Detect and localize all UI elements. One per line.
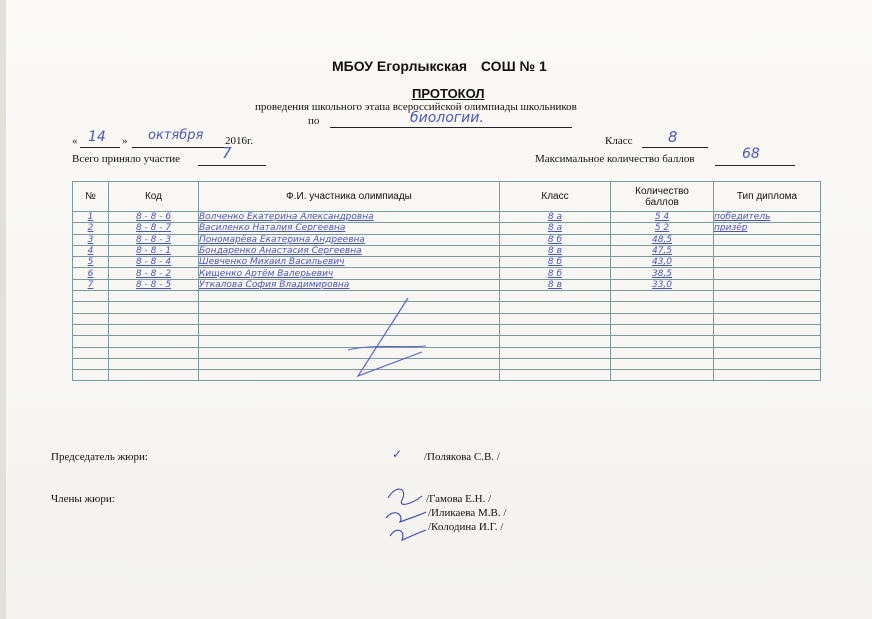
- empty-cell: [611, 302, 714, 313]
- empty-cell: [611, 347, 714, 358]
- empty-row: [73, 347, 821, 358]
- participants-label: Всего приняло участие: [72, 153, 181, 165]
- cell-code: 8 - 8 - 7: [109, 223, 199, 234]
- cell-cls: 8 в: [500, 245, 611, 256]
- empty-cell: [109, 370, 199, 381]
- date-month: октября: [148, 128, 204, 143]
- col-header-name: Ф.И. участника олимпиады: [199, 182, 500, 212]
- empty-cell: [500, 313, 611, 324]
- members-label: Члены жюри:: [51, 493, 115, 505]
- cell-cls: 8 б: [500, 234, 611, 245]
- cell-diploma: [714, 234, 821, 245]
- table-row: [73, 212, 821, 223]
- empty-cell: [714, 358, 821, 369]
- empty-cell: [500, 302, 611, 313]
- cell-score: 5 4: [611, 212, 714, 223]
- cell-no: 7: [73, 279, 109, 290]
- empty-cell: [109, 313, 199, 324]
- page-edge: [0, 0, 6, 619]
- school-number: СОШ № 1: [480, 58, 547, 74]
- empty-cell: [714, 291, 821, 302]
- cell-code: 8 - 8 - 6: [109, 212, 199, 223]
- cell-no: 1: [73, 212, 109, 223]
- month-line: [132, 147, 224, 148]
- empty-row: [73, 324, 821, 335]
- col-header-code: Код: [109, 182, 199, 212]
- empty-cell: [714, 313, 821, 324]
- empty-cell: [714, 370, 821, 381]
- empty-cell: [109, 302, 199, 313]
- cell-no: 3: [73, 234, 109, 245]
- school-name-text: МБОУ Егорлыкская: [332, 58, 468, 74]
- cell-cls: 8 б: [500, 268, 611, 279]
- quote-open: «: [72, 135, 78, 147]
- max-score-value: 68: [742, 146, 760, 162]
- empty-cell: [500, 358, 611, 369]
- empty-cell: [500, 336, 611, 347]
- cell-no: 4: [73, 245, 109, 256]
- cell-score: 47,5: [611, 245, 714, 256]
- empty-cell: [109, 347, 199, 358]
- cell-diploma: [714, 268, 821, 279]
- empty-cell: [73, 302, 109, 313]
- empty-row: [73, 302, 821, 313]
- quote-close: »: [122, 135, 128, 147]
- cell-no: 2: [73, 223, 109, 234]
- empty-cell: [500, 370, 611, 381]
- max-score-label: Максимальное количество баллов: [535, 153, 695, 165]
- empty-cell: [714, 347, 821, 358]
- empty-row: [73, 370, 821, 381]
- subject-prefix: по: [308, 115, 320, 127]
- empty-cell: [611, 324, 714, 335]
- empty-cell: [73, 324, 109, 335]
- cell-name: Шевченко Михаил Васильевич: [199, 257, 500, 268]
- member-1-name: /Гамова Е.Н. /: [426, 493, 492, 505]
- empty-cell: [73, 358, 109, 369]
- cell-score: 43,0: [611, 257, 714, 268]
- col-header-score: Количество баллов: [611, 182, 714, 212]
- cell-cls: 8 а: [500, 212, 611, 223]
- date-day: 14: [88, 129, 106, 145]
- col-header-number: №: [73, 182, 109, 212]
- results-table: [72, 181, 821, 381]
- empty-row: [73, 336, 821, 347]
- cell-code: 8 - 8 - 1: [109, 245, 199, 256]
- chair-label: Председатель жюри:: [51, 451, 148, 463]
- col-header-class: Класс: [500, 182, 611, 212]
- cell-code: 8 - 8 - 2: [109, 268, 199, 279]
- class-label: Класс: [605, 135, 633, 147]
- cell-diploma: победитель: [714, 212, 821, 223]
- cancel-scribble: [330, 290, 440, 385]
- date-year: 2016г.: [225, 135, 254, 147]
- cell-name: Василенко Наталия Сергеевна: [199, 223, 500, 234]
- cell-no: 6: [73, 268, 109, 279]
- empty-row: [73, 358, 821, 369]
- empty-cell: [611, 313, 714, 324]
- cell-name: Бондаренко Анастасия Сергеевна: [199, 245, 500, 256]
- cell-diploma: призёр: [714, 223, 821, 234]
- col-header-diploma: Тип диплома: [714, 182, 821, 212]
- cell-diploma: [714, 245, 821, 256]
- max-score-line: [715, 165, 795, 166]
- cell-code: 8 - 8 - 4: [109, 257, 199, 268]
- cell-score: 38,5: [611, 268, 714, 279]
- empty-cell: [500, 291, 611, 302]
- empty-cell: [73, 370, 109, 381]
- member-signatures: [382, 478, 430, 548]
- empty-cell: [73, 336, 109, 347]
- table-row: [73, 279, 821, 290]
- subject-line: [330, 127, 572, 128]
- cell-diploma: [714, 279, 821, 290]
- empty-cell: [500, 324, 611, 335]
- table-row: [73, 268, 821, 279]
- document-title: ПРОТОКОЛ: [412, 86, 485, 101]
- cell-code: 8 - 8 - 5: [109, 279, 199, 290]
- empty-cell: [73, 291, 109, 302]
- cell-name: Пономарёва Екатерина Андреевна: [199, 234, 500, 245]
- table-row: [73, 223, 821, 234]
- empty-cell: [611, 291, 714, 302]
- empty-cell: [611, 358, 714, 369]
- empty-cell: [611, 336, 714, 347]
- school-name: [332, 58, 547, 74]
- day-line: [80, 147, 120, 148]
- cell-cls: 8 а: [500, 223, 611, 234]
- member-3-name: /Колодина И.Г. /: [428, 521, 504, 533]
- empty-row: [73, 291, 821, 302]
- empty-cell: [714, 302, 821, 313]
- cell-name: Волченко Екатерина Александровна: [199, 212, 500, 223]
- class-line: [642, 147, 708, 148]
- document-subtitle: проведения школьного этапа всероссийской олимпиады школьников: [255, 101, 577, 113]
- empty-cell: [109, 336, 199, 347]
- empty-cell: [714, 336, 821, 347]
- empty-cell: [714, 324, 821, 335]
- empty-cell: [611, 370, 714, 381]
- class-value: 8: [668, 128, 678, 146]
- table-row: [73, 257, 821, 268]
- empty-cell: [109, 324, 199, 335]
- empty-cell: [73, 313, 109, 324]
- table-row: [73, 245, 821, 256]
- cell-score: 33,0: [611, 279, 714, 290]
- empty-cell: [109, 291, 199, 302]
- subject-value: биологии.: [410, 110, 484, 126]
- chair-name: /Полякова С.В. /: [424, 451, 500, 463]
- participants-line: [198, 165, 266, 166]
- cell-score: 48,5: [611, 234, 714, 245]
- participants-value: 7: [222, 144, 232, 162]
- cell-no: 5: [73, 257, 109, 268]
- chair-signature: ✓: [392, 447, 403, 461]
- empty-row: [73, 313, 821, 324]
- cell-cls: 8 б: [500, 257, 611, 268]
- member-2-name: /Иликаева М.В. /: [428, 507, 507, 519]
- cell-name: Кищенко Артём Валерьевич: [199, 268, 500, 279]
- empty-cell: [73, 347, 109, 358]
- empty-cell: [109, 358, 199, 369]
- table-row: [73, 234, 821, 245]
- cell-cls: 8 в: [500, 279, 611, 290]
- table-header-row: [73, 182, 821, 212]
- empty-cell: [500, 347, 611, 358]
- cell-score: 5 2: [611, 223, 714, 234]
- cell-name: Уткалова София Владимировна: [199, 279, 500, 290]
- cell-code: 8 - 8 - 3: [109, 234, 199, 245]
- cell-diploma: [714, 257, 821, 268]
